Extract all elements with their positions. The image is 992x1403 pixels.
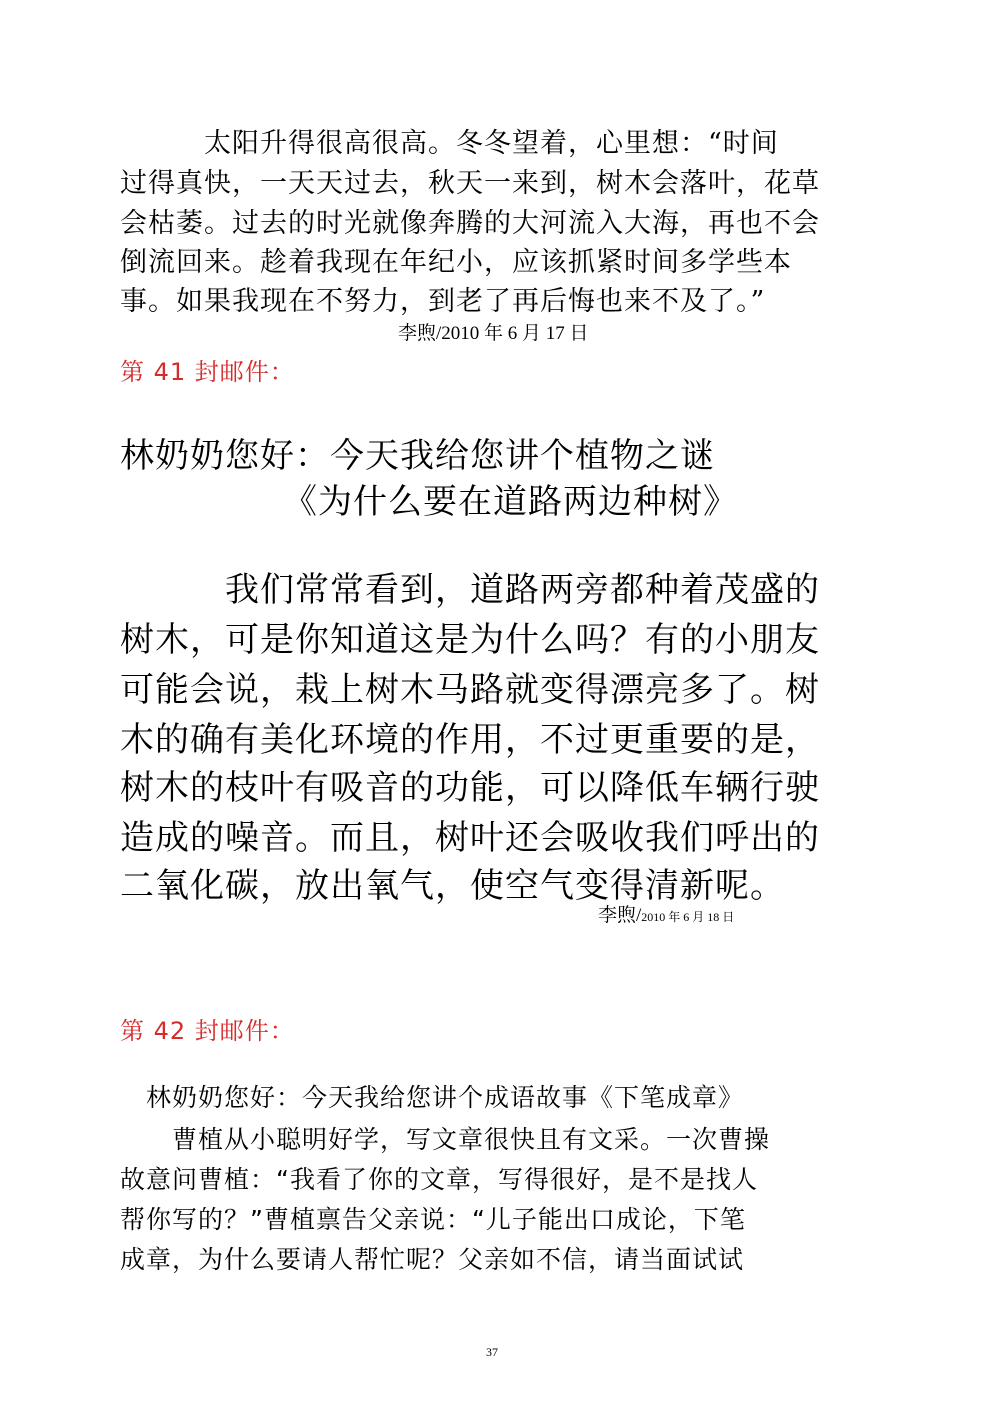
letter-greeting: 林奶奶您好：今天我给您讲个植物之谜 <box>120 436 715 476</box>
paragraph-line: 木的确有美化环境的作用，不过更重要的是， <box>120 720 820 760</box>
paragraph-line: 造成的噪音。而且，树叶还会吸收我们呼出的 <box>120 818 820 858</box>
paragraph-line: 曹植从小聪明好学，写文章很快且有文采。一次曹操 <box>120 1125 771 1154</box>
paragraph-line: 成章，为什么要请人帮忙呢？父亲如不信，请当面试试 <box>120 1245 745 1274</box>
letter-title: 《为什么要在道路两边种树》 <box>283 482 738 522</box>
paragraph-line: 可能会说，栽上树木马路就变得漂亮多了。树 <box>120 670 820 710</box>
paragraph-line: 会枯萎。过去的时光就像奔腾的大河流入大海，再也不会 <box>120 208 820 239</box>
signature <box>598 900 734 927</box>
signature-name: 李煦/ <box>598 905 642 926</box>
paragraph-line: 林奶奶您好：今天我给您讲个成语故事《下笔成章》 <box>120 1083 745 1112</box>
paragraph-line: 事。如果我现在不努力，到老了再后悔也来不及了。” <box>120 286 766 317</box>
paragraph-line: 故意问曹植：“我看了你的文章，写得很好，是不是找人 <box>120 1165 758 1194</box>
letter-heading: 第 42 封邮件： <box>120 1017 295 1045</box>
paragraph-line: 树木，可是你知道这是为什么吗？有的小朋友 <box>120 620 820 660</box>
page-number: 37 <box>486 1345 498 1359</box>
signature-date: 2010 年 6 月 18 日 <box>641 910 735 924</box>
paragraph-line: 过得真快，一天天过去，秋天一来到，树木会落叶，花草 <box>120 168 820 199</box>
paragraph-line: 帮你写的？”曹植禀告父亲说：“儿子能出口成论，下笔 <box>120 1205 746 1234</box>
paragraph-line: 我们常常看到，道路两旁都种着茂盛的 <box>120 570 820 610</box>
paragraph-line: 二氧化碳，放出氧气，使空气变得清新呢。 <box>120 866 785 906</box>
paragraph-line: 太阳升得很高很高。冬冬望着，心里想：“时间 <box>120 128 779 159</box>
paragraph-line: 树木的枝叶有吸音的功能，可以降低车辆行驶 <box>120 768 820 808</box>
letter-heading: 第 41 封邮件： <box>120 358 295 386</box>
signature: 李煦/2010 年 6 月 17 日 <box>398 323 589 344</box>
paragraph-line: 倒流回来。趁着我现在年纪小，应该抓紧时间多学些本 <box>120 247 792 278</box>
